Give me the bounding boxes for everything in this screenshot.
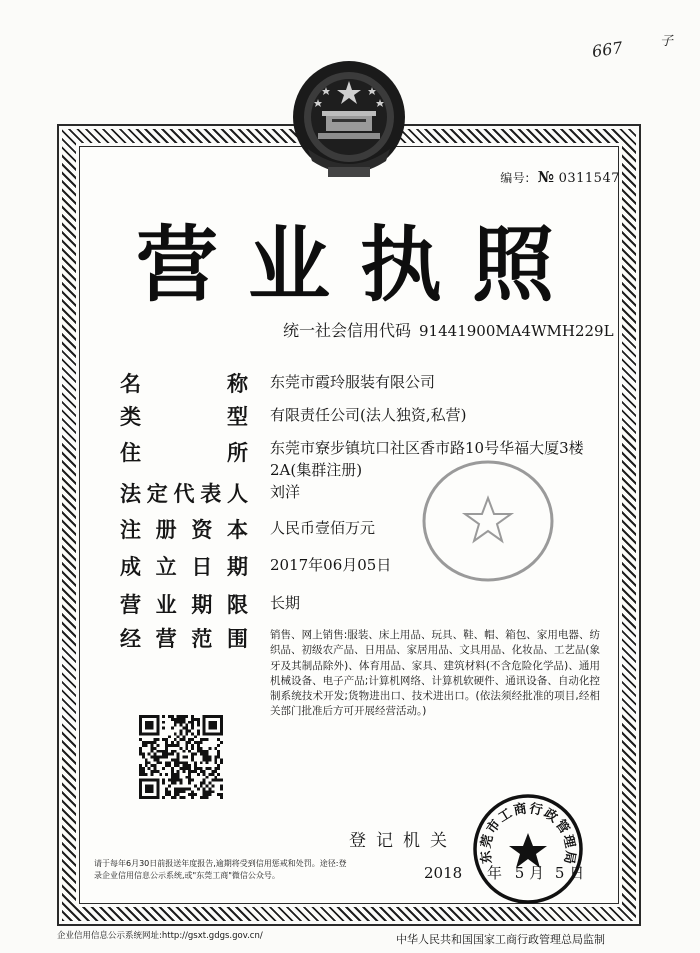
issue-day: 5 <box>554 864 565 882</box>
label-char: 期 <box>191 593 213 617</box>
serial-label: 编号: <box>500 171 530 185</box>
issue-day-unit: 日 <box>569 864 585 882</box>
registration-authority: 登记机关 <box>349 831 457 851</box>
label-char: 定 <box>146 482 168 506</box>
issue-year-unit: 年 <box>486 864 502 882</box>
label-char: 范 <box>191 627 213 651</box>
license-title: 营业执照 <box>135 218 584 313</box>
label-char: 日 <box>191 555 213 579</box>
label-char: 成 <box>120 555 141 579</box>
label-char: 业 <box>155 593 177 617</box>
field-capital-label <box>120 514 248 544</box>
field-address-value: 东莞市寮步镇坑口社区香市路10号华福大厦3楼2A(集群注册) <box>270 439 584 479</box>
label-char: 称 <box>227 372 248 396</box>
label-char: 围 <box>226 627 248 651</box>
national-emblem-icon <box>288 57 410 185</box>
serial-value: 0311547 <box>558 171 620 186</box>
field-scope-value: 销售、网上销售:服装、床上用品、玩具、鞋、帽、箱包、家用电器、纺织品、初级农产品、日用品、家居用品、文具用品、化妆品、工艺品(象牙及其制品除外)、体育用品、家具、建筑材料(不含危险化学品)、通用机械设备、电子产品;计算机网络、计算机软硬件、通讯设备、自动化控制系统技术开发;货物进出口、技术进出口。(依法须经批准的项目,经相关部门批准后方可开展经营活动。) <box>270 629 600 718</box>
serial-no-symbol: № <box>537 168 555 186</box>
field-legal-rep-value: 刘洋 <box>270 483 301 501</box>
issue-year: 2018 <box>424 864 463 882</box>
annual-report-notice: 请于每年6月30日前报送年度报告,逾期将受到信用惩戒和处罚。途径:登录企业信用信息公示系统,或"东莞工商"微信公众号。 <box>94 859 347 880</box>
seal-text: 东莞市工商行政管理局 <box>478 801 578 867</box>
label-char: 法 <box>120 482 141 506</box>
credit-code-value: 91441900MA4WMH229L <box>419 322 614 340</box>
field-capital-value: 人民币壹佰万元 <box>270 519 376 537</box>
label-char: 册 <box>155 518 177 542</box>
field-address-label <box>120 437 248 467</box>
qr-code-icon[interactable] <box>139 715 223 799</box>
footer-supervisor: 中华人民共和国国家工商行政管理总局监制 <box>396 933 605 946</box>
credit-code-label: 统一社会信用代码 <box>283 321 412 340</box>
faint-seal-icon <box>420 458 556 584</box>
official-seal-icon <box>472 793 584 905</box>
issue-month-unit: 月 <box>529 864 545 882</box>
label-char: 名 <box>120 372 141 396</box>
label-char: 住 <box>120 441 141 465</box>
label-char: 类 <box>120 405 141 429</box>
label-char: 人 <box>227 482 248 506</box>
label-char: 营 <box>155 627 177 651</box>
field-name-label <box>120 368 248 398</box>
footer-website: 企业信用信息公示系统网址:http://gsxt.gdgs.gov.cn/ <box>57 931 263 941</box>
field-type-value: 有限责任公司(法人独资,私营) <box>270 406 467 424</box>
label-char: 型 <box>227 405 248 429</box>
label-char: 资 <box>191 518 213 542</box>
label-char: 注 <box>120 518 141 542</box>
label-char: 表 <box>200 482 222 506</box>
label-char: 营 <box>120 593 141 617</box>
field-scope-label <box>120 623 248 653</box>
field-term-value: 长期 <box>270 594 301 612</box>
field-type-label <box>120 401 248 431</box>
field-established-label <box>120 551 248 581</box>
label-char: 限 <box>226 593 248 617</box>
label-char: 立 <box>155 555 177 579</box>
label-char: 经 <box>120 627 141 651</box>
label-char: 所 <box>227 441 248 465</box>
field-name-value: 东莞市霞玲服装有限公司 <box>270 373 436 391</box>
handwritten-char: 子 <box>660 34 674 49</box>
label-char: 期 <box>226 555 248 579</box>
credit-code <box>283 318 614 341</box>
field-term-label <box>120 589 248 619</box>
handwritten-number: 667 <box>590 37 624 62</box>
issue-month: 5 <box>514 864 525 882</box>
field-legal-rep-label <box>120 478 248 508</box>
field-established-value: 2017年06月05日 <box>270 556 392 574</box>
label-char: 本 <box>226 518 248 542</box>
label-char: 代 <box>173 482 195 506</box>
serial-number <box>500 168 620 186</box>
